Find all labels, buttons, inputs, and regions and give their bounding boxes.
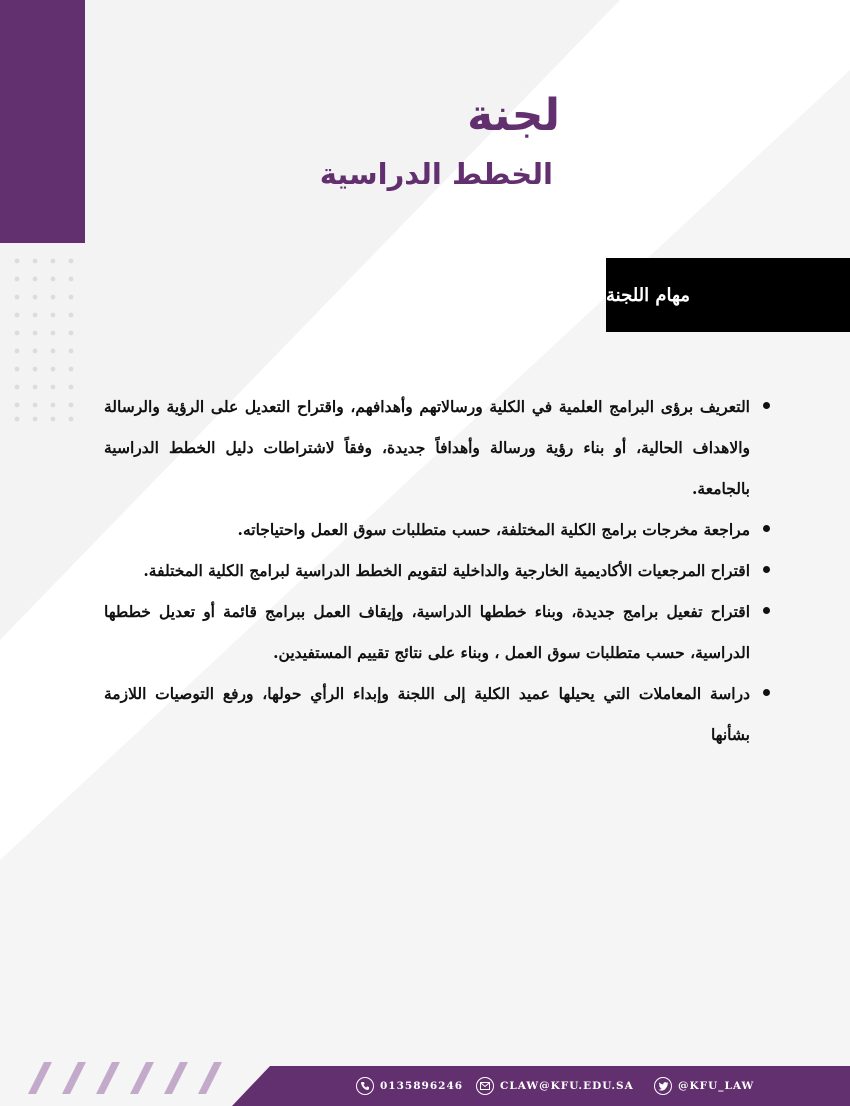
page-subtitle: الخطط الدراسية [319, 157, 553, 191]
corner-accent-block [0, 0, 85, 243]
tasks-list [104, 386, 776, 755]
twitter-icon [654, 1077, 672, 1095]
footer-bar [0, 1066, 850, 1106]
task-item: مراجعة مخرجات برامج الكلية المختلفة، حسب متطلبات سوق العمل واحتياجاته. [104, 509, 750, 550]
footer-twitter[interactable] [654, 1075, 754, 1097]
task-item: التعريف برؤى البرامج العلمية في الكلية ورسالاتهم وأهدافهم، واقتراح التعديل على الرؤية والرسالة والاهداف الحالية، أو بناء رؤية ورسالة وأهدافاً جديدة، وفقاً لاشتراطات دليل الخطط الدراسية بالجامعة. [104, 386, 750, 509]
email-address: CLAW@KFU.EDU.SA [500, 1080, 634, 1092]
task-item: اقتراح تفعيل برامج جديدة، وبناء خططها الدراسية، وإيقاف العمل ببرامج قائمة أو تعديل خططها الدراسية، حسب متطلبات سوق العمل ، وبناء على نتائج تقييم المستفيدين. [104, 591, 750, 673]
footer-email[interactable] [476, 1075, 634, 1097]
footer-phone[interactable] [356, 1075, 463, 1097]
twitter-handle: @KFU_LAW [678, 1080, 755, 1092]
email-icon [476, 1077, 494, 1095]
page-title: لجنة [467, 90, 560, 141]
phone-icon [356, 1077, 374, 1095]
task-item: اقتراح المرجعيات الأكاديمية الخارجية والداخلية لتقويم الخطط الدراسية لبرامج الكلية المختلفة. [104, 550, 750, 591]
section-heading-box [606, 258, 850, 332]
section-heading: مهام اللجنة [606, 284, 690, 306]
task-item: دراسة المعاملات التي يحيلها عميد الكلية إلى اللجنة وإبداء الرأي حولها، ورفع التوصيات اللازمة بشأنها [104, 673, 750, 755]
phone-number: 0135896246 [380, 1080, 464, 1092]
dot-grid-decoration [14, 258, 76, 422]
